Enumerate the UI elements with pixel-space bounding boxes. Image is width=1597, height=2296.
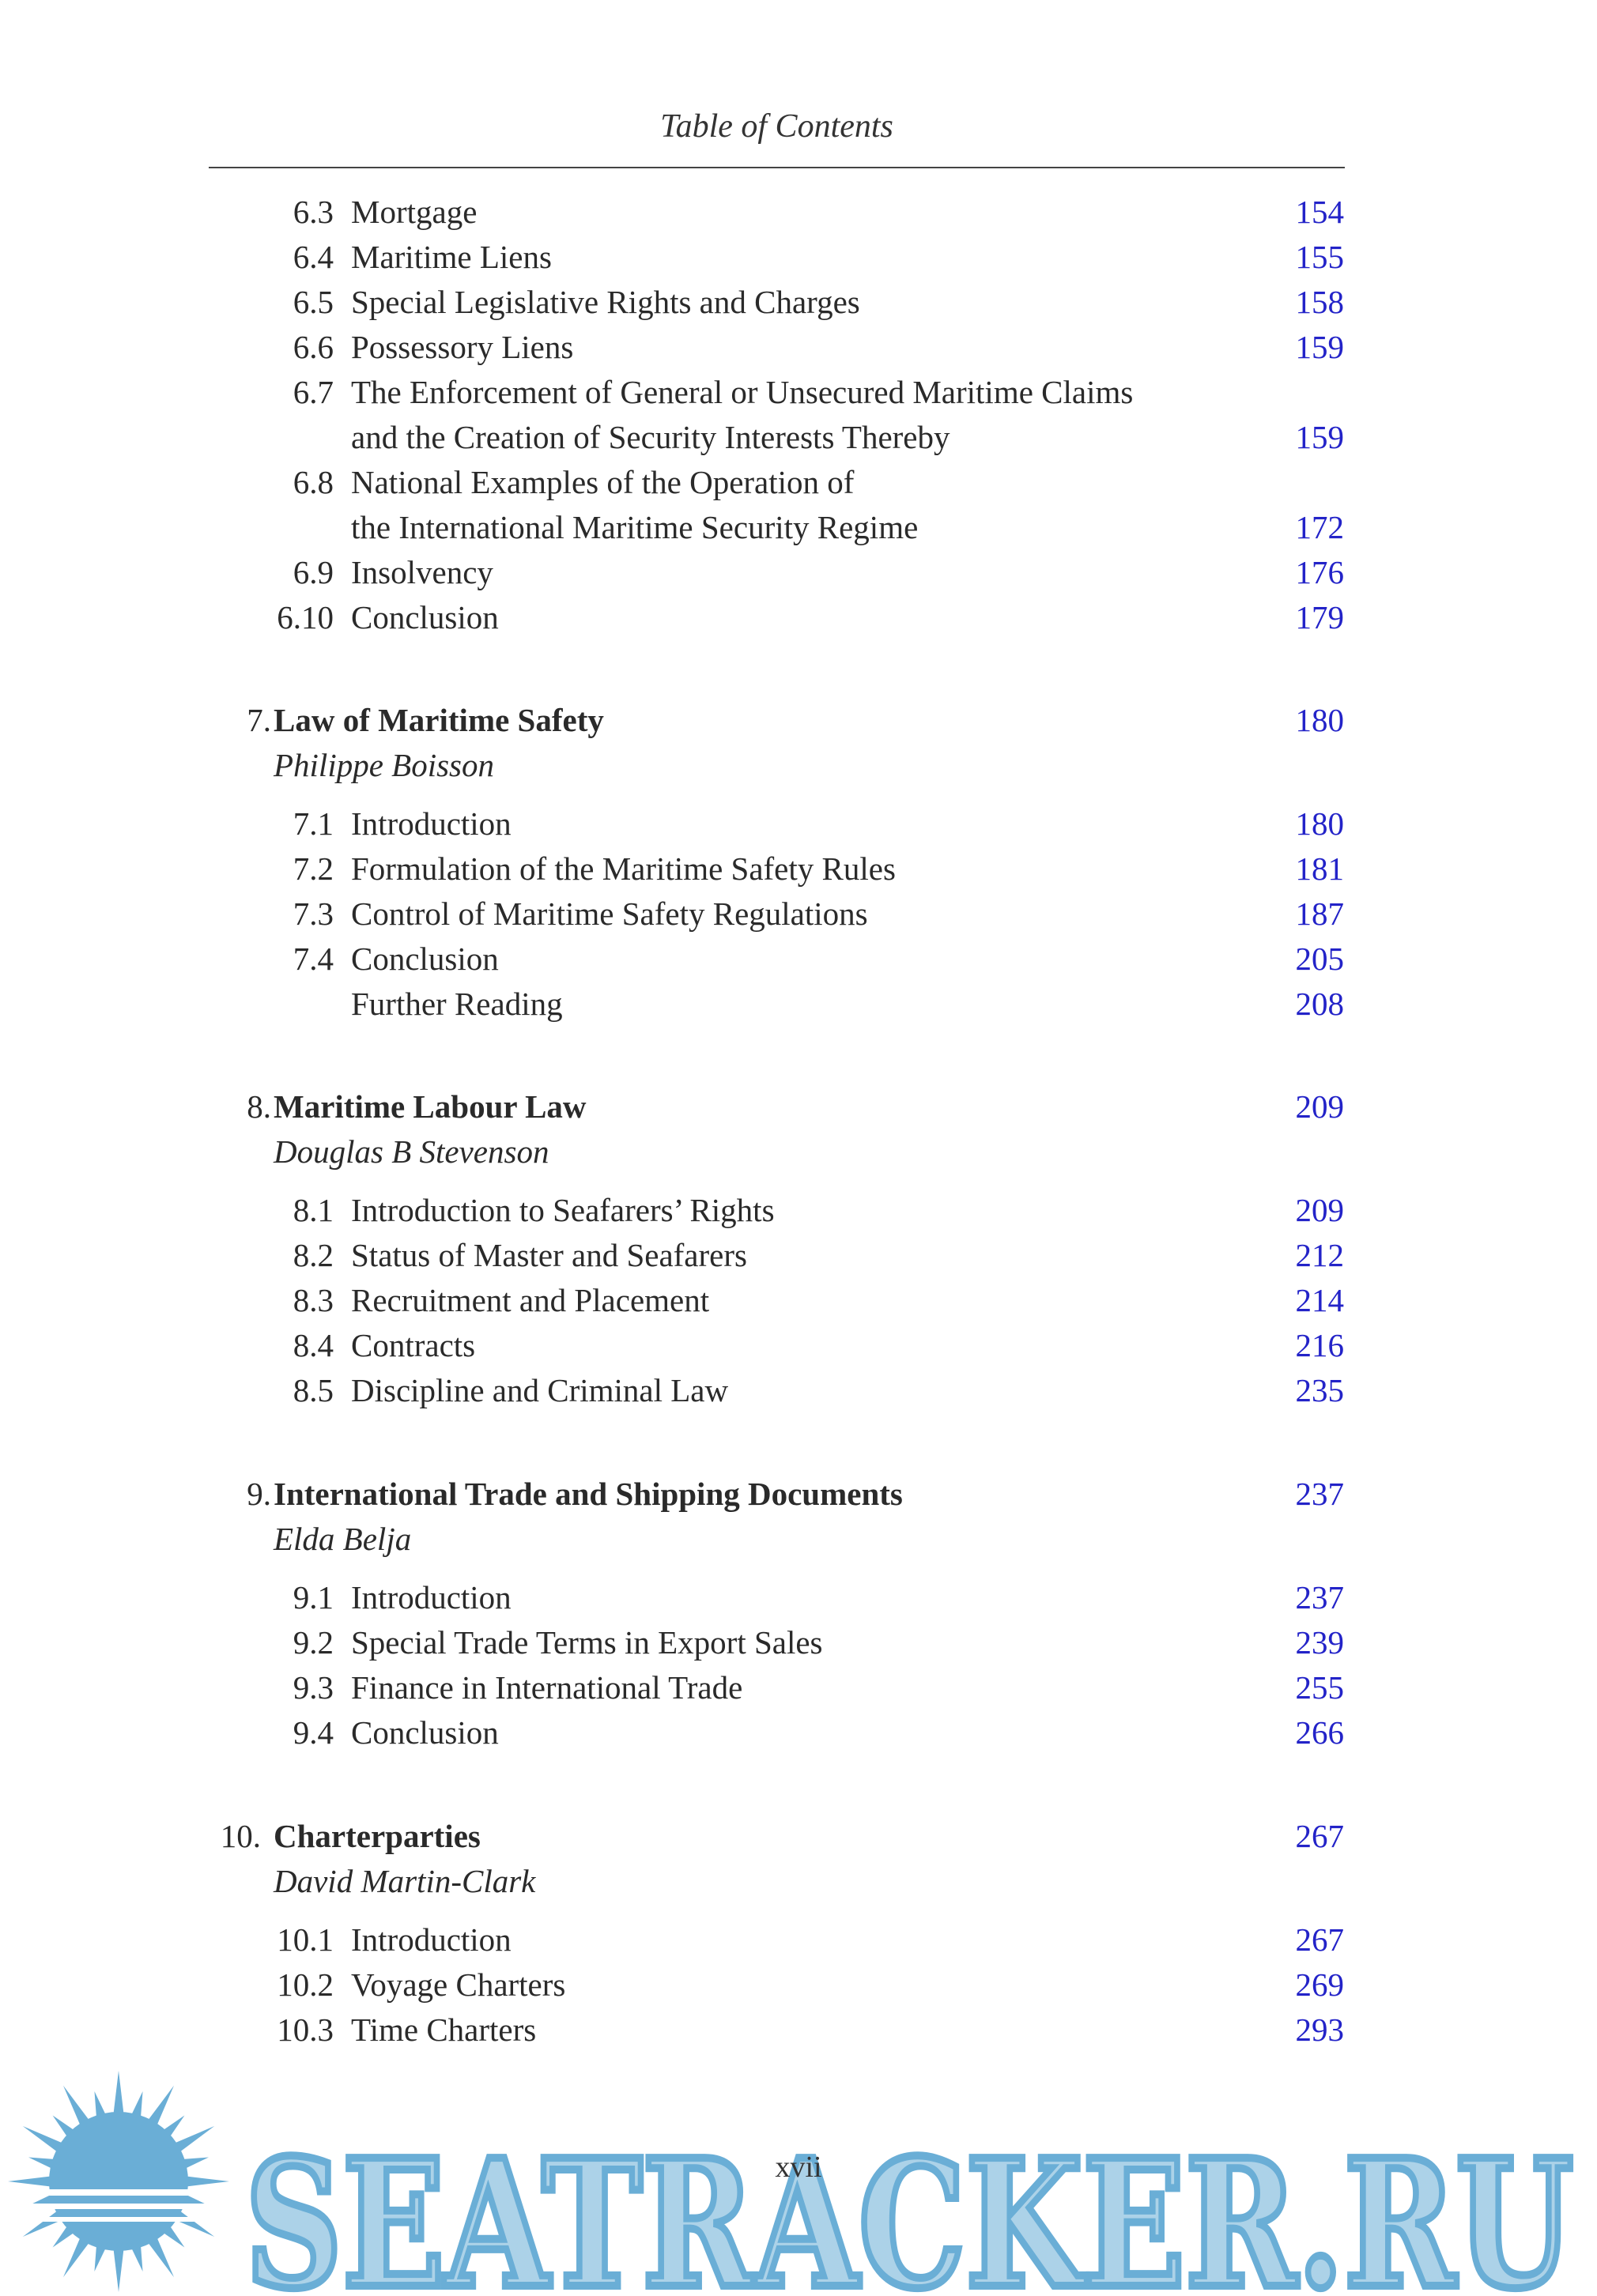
section-number: 10.1 — [277, 1921, 334, 1958]
toc-entry-6-7-cont[interactable] — [0, 415, 1597, 459]
section-title: Control of Maritime Safety Regulations — [351, 895, 868, 932]
toc-entry-9-4[interactable] — [0, 1710, 1597, 1755]
toc-entry-8-5[interactable] — [0, 1368, 1597, 1412]
section-title: Discipline and Criminal Law — [351, 1372, 729, 1408]
page-link[interactable]: 179 — [1295, 599, 1344, 635]
page-link[interactable]: 266 — [1295, 1714, 1344, 1751]
section-title: Voyage Charters — [351, 1966, 566, 2003]
section-number: 7.2 — [293, 850, 334, 887]
toc-entry-6-6[interactable] — [0, 325, 1597, 369]
chapter-author: Philippe Boisson — [274, 747, 495, 783]
section-number: 8.1 — [293, 1192, 334, 1228]
page-link[interactable]: 255 — [1295, 1669, 1344, 1706]
page-folio: xvii — [775, 2151, 822, 2184]
page-link[interactable]: 176 — [1295, 554, 1344, 590]
section-title: Time Charters — [351, 2011, 537, 2048]
chapter-author: Douglas B Stevenson — [274, 1133, 549, 1170]
page-link[interactable]: 214 — [1295, 1282, 1344, 1318]
section-title: Introduction to Seafarers’ Rights — [351, 1192, 775, 1228]
chapter-9-author-row — [0, 1517, 1597, 1561]
toc-chapter-9[interactable] — [0, 1472, 1597, 1516]
section-number: 9.1 — [293, 1579, 334, 1615]
toc-entry-7-2[interactable] — [0, 846, 1597, 891]
section-number: 8.4 — [293, 1327, 334, 1363]
page-link[interactable]: 180 — [1295, 805, 1344, 842]
toc-entry-10-3[interactable] — [0, 2008, 1597, 2052]
toc-entry-6-8-cont[interactable] — [0, 505, 1597, 549]
section-title: Insolvency — [351, 554, 493, 590]
section-title: Introduction — [351, 1579, 512, 1615]
page-link[interactable]: 216 — [1295, 1327, 1344, 1363]
page-link[interactable]: 237 — [1295, 1579, 1344, 1615]
section-title: National Examples of the Operation of — [351, 464, 855, 500]
section-title: Formulation of the Maritime Safety Rules — [351, 850, 896, 887]
page-link[interactable]: 269 — [1295, 1966, 1344, 2003]
toc-entry-6-9[interactable] — [0, 550, 1597, 594]
chapter-title: International Trade and Shipping Documents — [274, 1476, 903, 1512]
page-link[interactable]: 181 — [1295, 850, 1344, 887]
toc-chapter-8[interactable] — [0, 1084, 1597, 1129]
page-link[interactable]: 267 — [1295, 1818, 1344, 1854]
page-link[interactable]: 209 — [1295, 1192, 1344, 1228]
section-number: 8.5 — [293, 1372, 334, 1408]
section-title: Conclusion — [351, 1714, 499, 1751]
toc-entry-6-4[interactable] — [0, 235, 1597, 279]
section-number: 6.8 — [293, 464, 334, 500]
section-number: 6.7 — [293, 374, 334, 410]
page-link[interactable]: 180 — [1295, 702, 1344, 738]
page-link[interactable]: 158 — [1295, 284, 1344, 320]
toc-chapter-7[interactable] — [0, 698, 1597, 742]
chapter-title: Law of Maritime Safety — [274, 702, 604, 738]
section-title: Special Trade Terms in Export Sales — [351, 1624, 823, 1661]
watermark-text: SEATRACKER.RU — [245, 2122, 1573, 2296]
section-title: Further Reading — [351, 986, 563, 1022]
section-number: 6.9 — [293, 554, 334, 590]
toc-entry-9-1[interactable] — [0, 1575, 1597, 1619]
section-title-continued: the International Maritime Security Regime — [351, 509, 919, 545]
section-number: 7.1 — [293, 805, 334, 842]
section-number: 6.4 — [293, 239, 334, 275]
toc-entry-7-3[interactable] — [0, 892, 1597, 936]
page-link[interactable]: 159 — [1295, 419, 1344, 455]
toc-entry-10-2[interactable] — [0, 1962, 1597, 2007]
section-number: 9.2 — [293, 1624, 334, 1661]
page-link[interactable]: 187 — [1295, 895, 1344, 932]
toc-entry-6-3[interactable] — [0, 190, 1597, 234]
toc-entry-8-3[interactable] — [0, 1278, 1597, 1322]
chapter-author: Elda Belja — [274, 1521, 412, 1557]
page-link[interactable]: 209 — [1295, 1088, 1344, 1125]
section-number: 10.2 — [277, 1966, 334, 2003]
section-number: 6.10 — [277, 599, 334, 635]
section-number: 9.4 — [293, 1714, 334, 1751]
section-title: Recruitment and Placement — [351, 1282, 710, 1318]
section-title: The Enforcement of General or Unsecured Maritime Claims — [351, 374, 1134, 410]
page-link[interactable]: 208 — [1295, 986, 1344, 1022]
section-number: 8.3 — [293, 1282, 334, 1318]
section-number: 7.4 — [293, 941, 334, 977]
toc-chapter-10[interactable] — [0, 1814, 1597, 1858]
section-number: 7.3 — [293, 895, 334, 932]
chapter-number: 9. — [247, 1476, 271, 1512]
page-link[interactable]: 205 — [1295, 941, 1344, 977]
section-title: Mortgage — [351, 194, 478, 230]
toc-entry-further-reading[interactable] — [0, 982, 1597, 1026]
page-link[interactable]: 237 — [1295, 1476, 1344, 1512]
section-number: 10.3 — [277, 2011, 334, 2048]
section-title: Finance in International Trade — [351, 1669, 743, 1706]
section-title: Status of Master and Seafarers — [351, 1237, 747, 1273]
chapter-number: 10. — [220, 1818, 261, 1854]
toc-entry-8-4[interactable] — [0, 1323, 1597, 1367]
page-link[interactable]: 293 — [1295, 2011, 1344, 2048]
chapter-title: Maritime Labour Law — [274, 1088, 587, 1125]
section-title: Contracts — [351, 1327, 476, 1363]
section-number: 8.2 — [293, 1237, 334, 1273]
section-number: 6.3 — [293, 194, 334, 230]
toc-entry-6-10[interactable] — [0, 595, 1597, 639]
toc-entry-6-7[interactable] — [0, 370, 1597, 414]
section-number: 9.3 — [293, 1669, 334, 1706]
section-number: 6.5 — [293, 284, 334, 320]
section-title: Possessory Liens — [351, 329, 574, 365]
page-link[interactable]: 212 — [1295, 1237, 1344, 1273]
page-link[interactable]: 239 — [1295, 1624, 1344, 1661]
page-link[interactable]: 172 — [1295, 509, 1344, 545]
running-header: Table of Contents — [660, 108, 893, 145]
page-link[interactable]: 159 — [1295, 329, 1344, 365]
toc-entry-8-1[interactable] — [0, 1188, 1597, 1232]
page-link[interactable]: 267 — [1295, 1921, 1344, 1958]
section-title: Introduction — [351, 805, 512, 842]
section-title: Special Legislative Rights and Charges — [351, 284, 860, 320]
toc-entry-9-2[interactable] — [0, 1620, 1597, 1665]
toc-entry-7-1[interactable] — [0, 801, 1597, 846]
toc-entry-9-3[interactable] — [0, 1665, 1597, 1710]
chapter-author: David Martin-Clark — [274, 1863, 536, 1899]
toc-entry-6-5[interactable] — [0, 280, 1597, 324]
chapter-number: 8. — [247, 1088, 271, 1125]
watermark-text-fill: SEATRACKER.RU — [245, 2122, 1573, 2296]
section-title: Conclusion — [351, 599, 499, 635]
section-title: Introduction — [351, 1921, 512, 1958]
section-title: Maritime Liens — [351, 239, 552, 275]
page-link[interactable]: 154 — [1295, 194, 1344, 230]
toc-entry-10-1[interactable] — [0, 1917, 1597, 1962]
toc-entry-6-8[interactable] — [0, 460, 1597, 504]
toc-entry-8-2[interactable] — [0, 1233, 1597, 1277]
section-number: 6.6 — [293, 329, 334, 365]
chapter-8-author-row — [0, 1129, 1597, 1174]
page-link[interactable]: 235 — [1295, 1372, 1344, 1408]
chapter-7-author-row — [0, 743, 1597, 787]
section-title: Conclusion — [351, 941, 499, 977]
section-title-continued: and the Creation of Security Interests Thereby — [351, 419, 950, 455]
page-link[interactable]: 155 — [1295, 239, 1344, 275]
toc-entry-7-4[interactable] — [0, 937, 1597, 981]
chapter-10-author-row — [0, 1859, 1597, 1903]
chapter-title: Charterparties — [274, 1818, 481, 1854]
chapter-number: 7. — [247, 702, 271, 738]
